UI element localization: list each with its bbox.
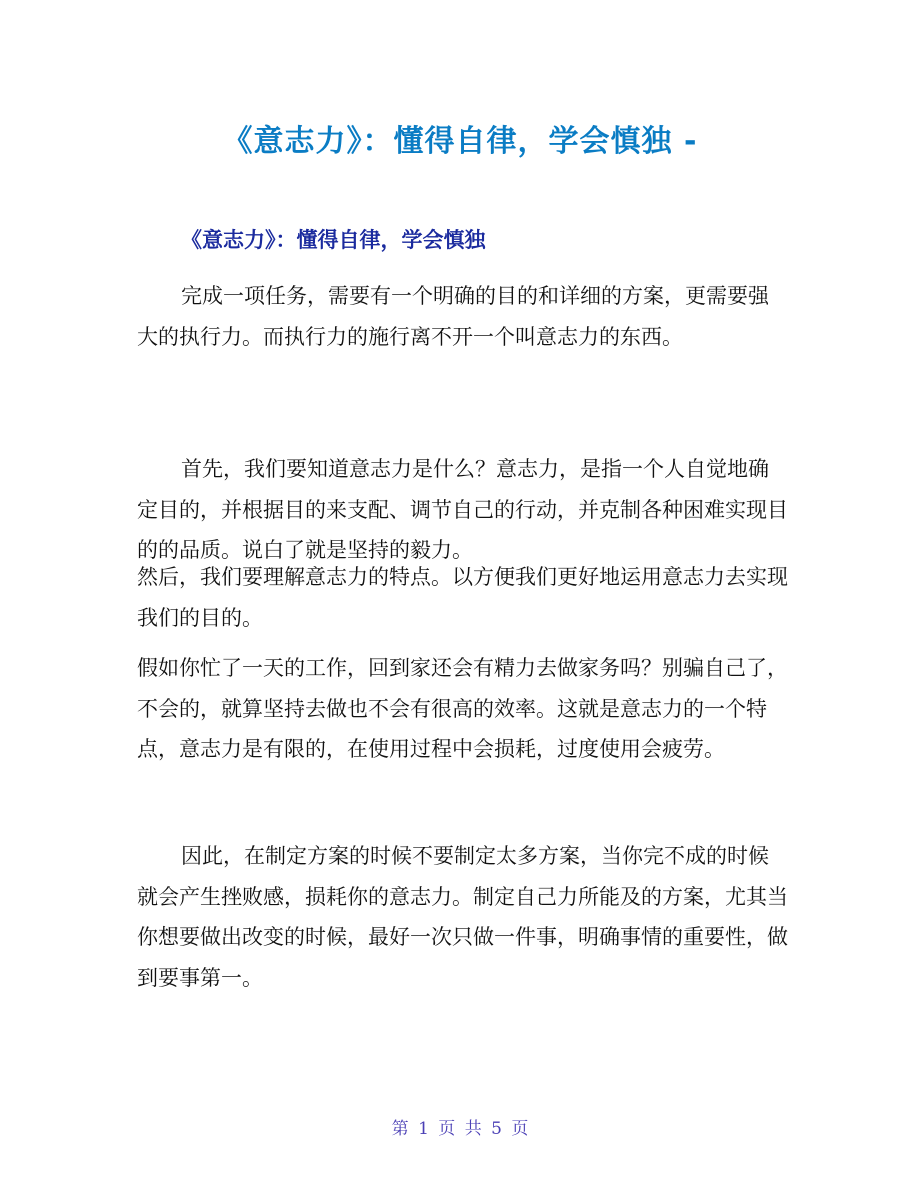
paragraph-2: 首先，我们要知道意志力是什么？意志力，是指一个人自觉地确定目的，并根据目的来支配、调节自己的行动，并克制各种困难实现目的的品质。说白了就是坚持的毅力。 xyxy=(137,457,788,562)
paragraph-4: 假如你忙了一天的工作，回到家还会有精力去做家务吗？别骗自己了，不会的，就算坚持去做也不会有很高的效率。这就是意志力的一个特点，意志力是有限的，在使用过程中会损耗，过度使用会疲劳。 xyxy=(137,656,788,761)
document-title: 《意志力》：懂得自律，学会慎独 - xyxy=(222,124,698,159)
article-subtitle: 《意志力》：懂得自律，学会慎独 xyxy=(181,228,486,252)
paragraph-3: 然后，我们要理解意志力的特点。以方便我们更好地运用意志力去实现我们的目的。 xyxy=(137,565,788,630)
page-number-footer: 第 1 页 共 5 页 xyxy=(391,1119,529,1139)
paragraph-1: 完成一项任务，需要有一个明确的目的和详细的方案，更需要强大的执行力。而执行力的施行离不开一个叫意志力的东西。 xyxy=(137,284,769,349)
paragraph-5: 因此，在制定方案的时候不要制定太多方案，当你完不成的时候就会产生挫败感，损耗你的意志力。制定自己力所能及的方案，尤其当你想要做出改变的时候，最好一次只做一件事，明确事情的重要性，做到要事第一。 xyxy=(137,844,788,990)
